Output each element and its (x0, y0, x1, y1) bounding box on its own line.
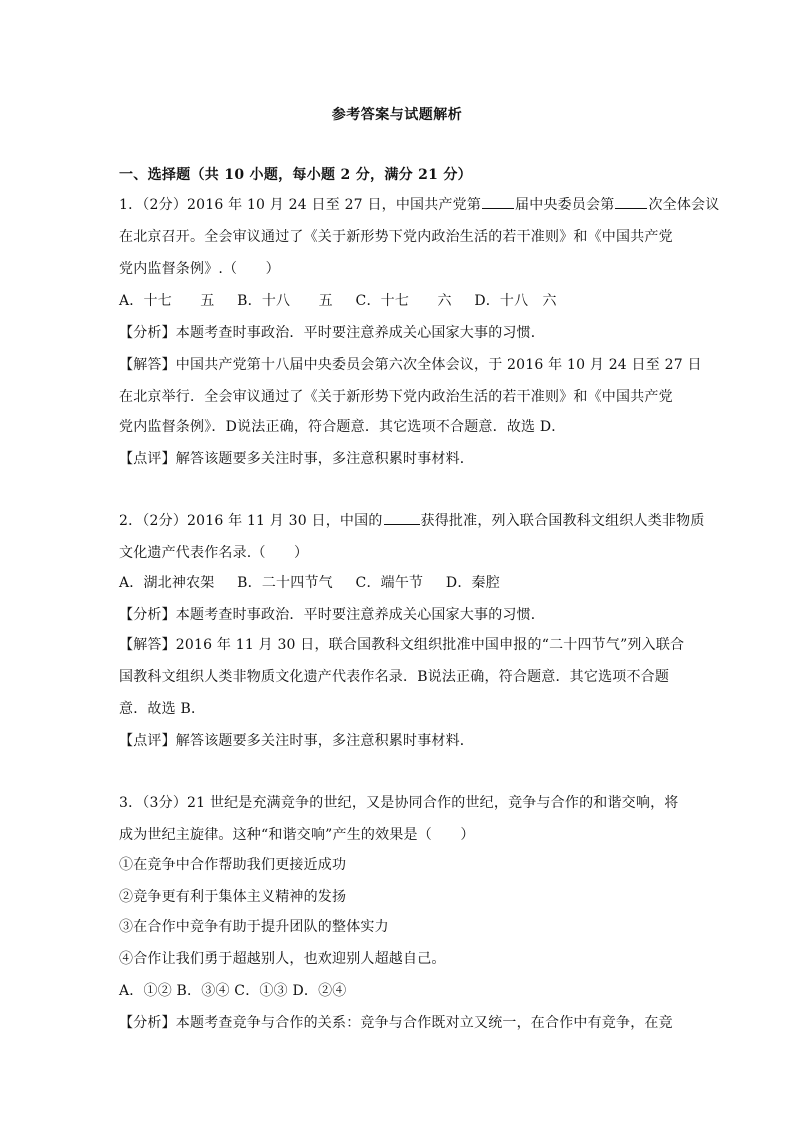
question-1-stem-part-b: 届中央委员会第 (515, 197, 615, 213)
question-2-answer-line-3: 意．故选 B． (119, 701, 206, 717)
question-1-stem-part-c: 次全体会议 (648, 197, 720, 213)
option-d: D．秦腔 (445, 575, 500, 591)
question-1-answer-line-1: 【解答】中国共产党第十八届中央委员会第六次全体会议，于 2016 年 10 月 24 日至 27 日 (119, 357, 702, 373)
question-1-stem-line-1 (119, 194, 719, 214)
question-2-options (119, 572, 512, 592)
option-b: B．十八 五 (237, 293, 333, 309)
question-1-comment: 【点评】解答该题要多关注时事，多注意积累时事材料． (119, 451, 474, 467)
question-3-item-3: ③在合作中竞争有助于提升团队的整体实力 (119, 919, 389, 935)
option-c: C．十七 六 (355, 293, 452, 309)
question-1-stem-line-2: 在北京召开。全会审议通过了《关于新形势下党内政治生活的若干准则》和《中国共产党 (119, 229, 673, 245)
question-2-analysis: 【分析】本题考查时事政治．平时要注意养成关心国家大事的习惯． (119, 607, 545, 623)
question-3-stem-line-2: 成为世纪主旋律。这种“和谐交响”产生的效果是（ ） (119, 827, 475, 843)
question-1-analysis: 【分析】本题考查时事政治．平时要注意养成关心国家大事的习惯． (119, 325, 545, 341)
option-a: A．湖北神农架 (119, 575, 215, 591)
question-1-blank-2 (615, 196, 647, 209)
question-1-answer-line-2: 在北京举行．全会审议通过了《关于新形势下党内政治生活的若干准则》和《中国共产党 (119, 389, 673, 405)
option-c: C．端午节 (355, 575, 424, 591)
question-1-stem-line-3: 党内监督条例》.（ ） (119, 261, 280, 277)
question-2-stem-line-1 (119, 510, 705, 530)
question-2-comment: 【点评】解答该题要多关注时事，多注意积累时事材料． (119, 733, 474, 749)
question-2-stem-part-b: 获得批准，列入联合国教科文组织人类非物质 (420, 513, 705, 529)
question-1-stem-part-a: 1．（2分）2016 年 10 月 24 日至 27 日，中国共产党第 (119, 197, 482, 213)
question-3-stem-line-1: 3．（3分）21 世纪是充满竞争的世纪，又是协同合作的世纪，竞争与合作的和谐交响，将 (119, 795, 679, 811)
option-d: D．十八 六 (474, 293, 557, 309)
question-2-answer-line-1: 【解答】2016 年 11 月 30 日，联合国教科文组织批准中国申报的“二十四节气”列入联合 (119, 637, 685, 653)
question-3-item-2: ②竞争更有利于集体主义精神的发扬 (119, 889, 347, 905)
question-1-blank-1 (482, 196, 514, 209)
question-2-blank (384, 512, 420, 525)
question-3-item-1: ①在竞争中合作帮助我们更接近成功 (119, 857, 347, 873)
question-3-item-4: ④合作让我们勇于超越别人，也欢迎别人超越自己。 (119, 951, 446, 967)
question-3-analysis: 【分析】本题考查竞争与合作的关系：竞争与合作既对立又统一，在合作中有竞争，在竞 (119, 1015, 673, 1031)
question-1-answer-line-3: 党内监督条例》．D说法正确，符合题意．其它选项不合题意．故选 D． (119, 419, 566, 435)
option-a: A．十七 五 (119, 293, 215, 309)
question-2-stem-part-a: 2．（2分）2016 年 11 月 30 日，中国的 (119, 513, 383, 529)
question-1-options (119, 290, 569, 310)
option-b: B．二十四节气 (237, 575, 333, 591)
section-heading: 一、选择题（共 10 小题，每小题 2 分，满分 21 分） (119, 167, 472, 183)
page-title: 参考答案与试题解析 (331, 107, 463, 123)
question-2-stem-line-2: 文化遗产代表作名录.（ ） (119, 545, 309, 561)
question-2-answer-line-2: 国教科文组织人类非物质文化遗产代表作名录．B说法正确，符合题意．其它选项不合题 (119, 669, 670, 685)
question-3-options: A．①② B．③④ C．①③ D．②④ (119, 983, 347, 999)
